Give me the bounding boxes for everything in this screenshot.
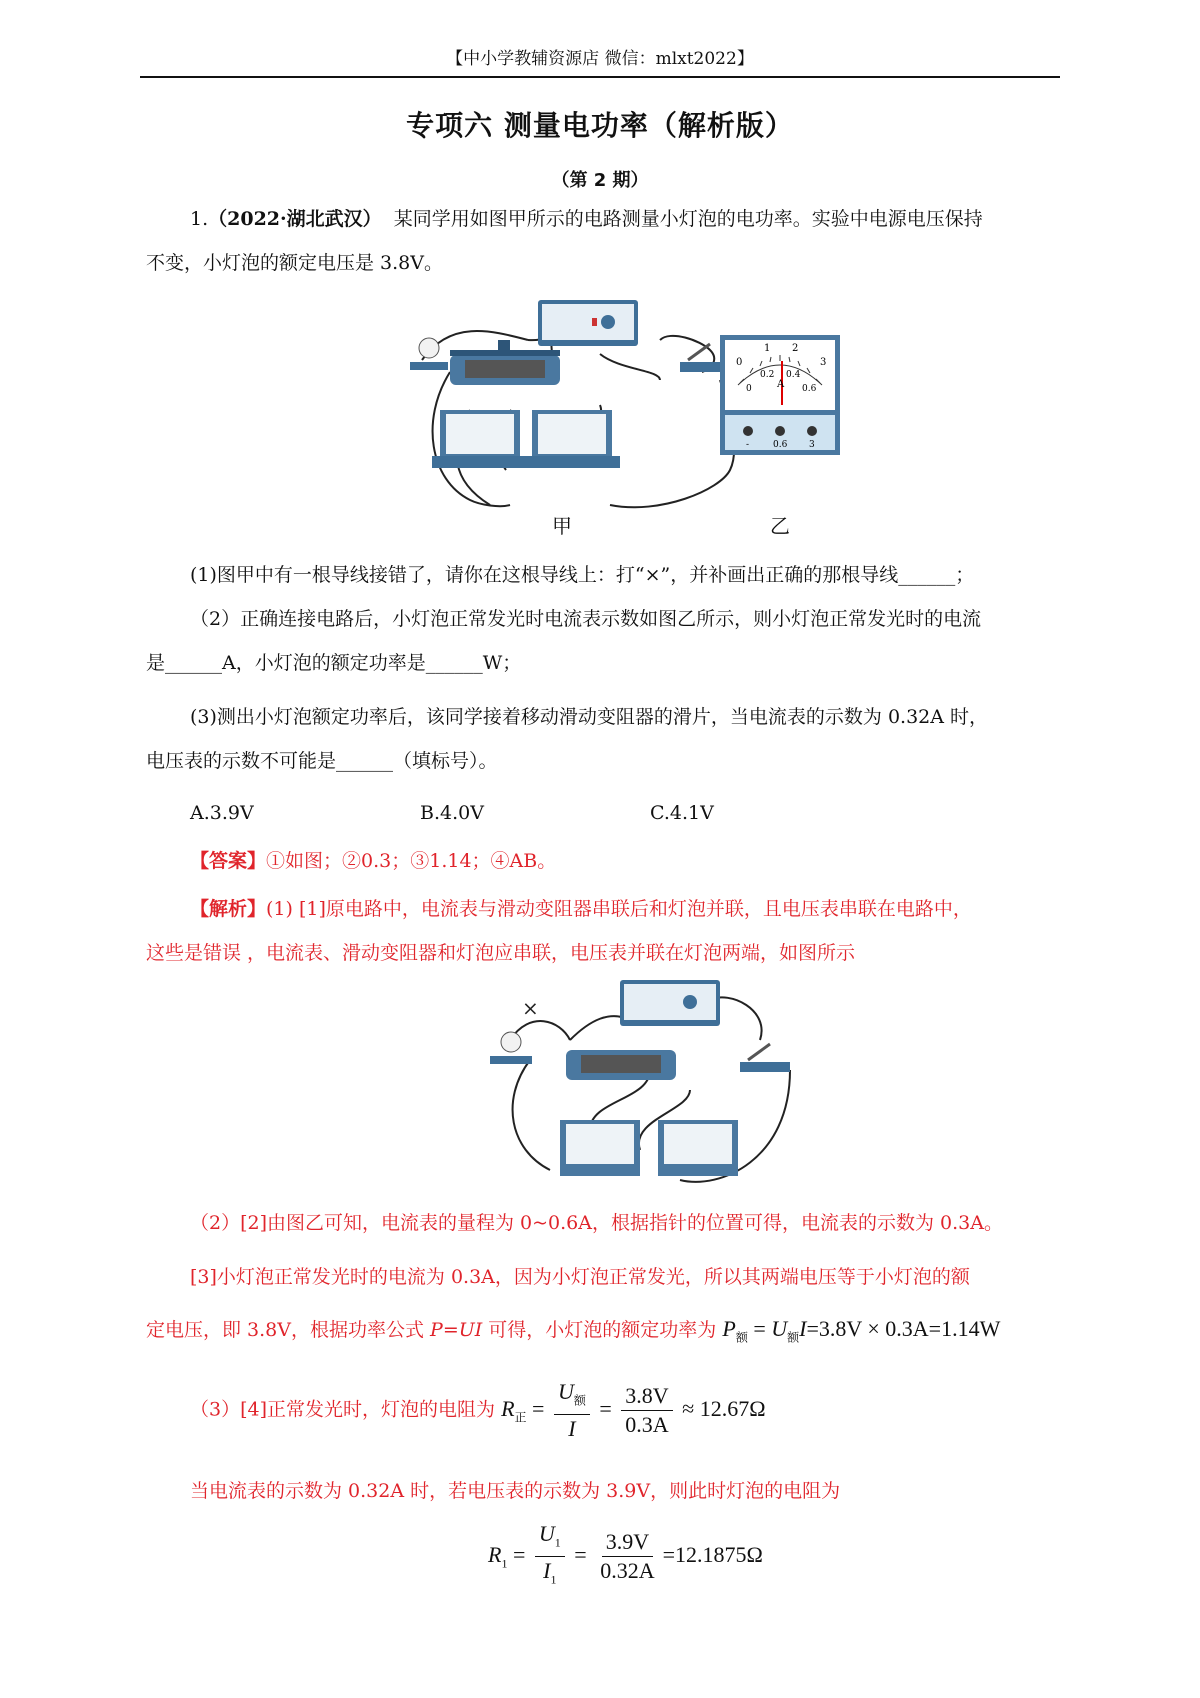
analysis-line1: 【解析】(1) [1]原电路中，电流表与滑动变阻器串联后和灯泡并联，且电压表串联在电路中， bbox=[190, 898, 972, 920]
analysis-label: 【解析】 bbox=[190, 898, 267, 920]
page-header: 【中小学教辅资源店 微信：mlxt2022】 bbox=[446, 49, 754, 69]
switch-2 bbox=[740, 1062, 790, 1072]
analysis-line4: [3]小灯泡正常发光时的电流为 0.3A，因为小灯泡正常发光，所以其两端电压等于小灯泡的额 bbox=[190, 1266, 970, 1288]
figure-label-yi: 乙 bbox=[770, 514, 790, 538]
lamp-bulb-2 bbox=[501, 1032, 521, 1052]
ammeter-dial-yi bbox=[720, 335, 840, 455]
question-stem: 某同学用如图甲所示的电路测量小灯泡的电功率。实验中电源电压保持 bbox=[393, 208, 983, 230]
terminal-neg bbox=[743, 426, 753, 436]
tick-top-0: 0 bbox=[736, 357, 743, 368]
part1: (1)图甲中有一根导线接错了，请你在这根导线上：打“×”，并补画出正确的那根导线______； bbox=[190, 564, 975, 586]
terminal-0.6 bbox=[775, 426, 785, 436]
option-c: C.4.1V bbox=[650, 802, 714, 824]
lamp-bulb bbox=[419, 338, 439, 358]
unit-label: A bbox=[777, 379, 785, 390]
resistance-equation: $R_正$ = $\frac{U_额}{I}$ = $\frac{3.8V}{0.3A}$ ≈ 12.67Ω bbox=[501, 1379, 766, 1442]
tick-top-2: 2 bbox=[792, 343, 799, 354]
cross-mark: × bbox=[522, 996, 539, 1020]
tick-bottom-2: 0.4 bbox=[786, 370, 801, 380]
figure-label-jia: 甲 bbox=[552, 514, 572, 538]
answer-text: ①如图；②0.3；③1.14；④AB。 bbox=[266, 850, 557, 872]
resistance-equation-2: $R_1$ = $\frac{U_1}{I_1}$ = $\frac{3.9V}{0.32A}$ =12.1875Ω bbox=[488, 1521, 763, 1587]
header-rule bbox=[140, 76, 1060, 78]
part3-line2: 电压表的示数不可能是______（填标号）。 bbox=[146, 750, 498, 772]
question-line1 bbox=[190, 206, 983, 232]
part2-line2: 是______A，小灯泡的额定功率是______W； bbox=[146, 652, 522, 674]
analysis-line7: 当电流表的示数为 0.32A 时，若电压表的示数为 3.9V，则此时灯泡的电阻为 bbox=[190, 1480, 841, 1502]
option-a: A.3.9V bbox=[190, 802, 254, 824]
tick-top-3: 3 bbox=[820, 357, 827, 368]
svg-text:0.6: 0.6 bbox=[773, 440, 788, 450]
answer-line bbox=[190, 848, 556, 874]
lamp-base-2 bbox=[490, 1056, 532, 1064]
issue-label: （第 2 期） bbox=[551, 170, 649, 191]
circuit-figure-jia bbox=[410, 300, 770, 540]
tick-bottom-3: 0.6 bbox=[802, 384, 817, 394]
tick-bottom-1: 0.2 bbox=[760, 370, 775, 380]
svg-text:-: - bbox=[746, 440, 750, 450]
option-b: B.4.0V bbox=[420, 802, 484, 824]
question-line2: 不变，小灯泡的额定电压是 3.8V。 bbox=[146, 252, 443, 274]
analysis-line5: 定电压，即 3.8V，根据功率公式 P=UI 可得，小灯泡的额定功率为 $P_额 = U_额I=3.8V \times 0.3A=1.14W$ bbox=[146, 1316, 1001, 1345]
question-source: （2022·湖北武汉） bbox=[208, 208, 382, 230]
tick-top-1: 1 bbox=[764, 343, 771, 354]
question-number: 1. bbox=[190, 208, 209, 230]
corrected-circuit-figure bbox=[490, 980, 810, 1190]
part2-line1: （2）正确连接电路后，小灯泡正常发光时电流表示数如图乙所示，则小灯泡正常发光时的电流 bbox=[190, 608, 982, 630]
power-equation: $P_额 = U_额I=3.8V \times 0.3A=1.14W$ bbox=[722, 1316, 1001, 1345]
answer-label: 【答案】 bbox=[190, 850, 267, 872]
analysis-line6: （3）[4]正常发光时，灯泡的电阻为 $R_正$ = $\frac{U_额}{I}$ = $\frac{3.8V}{0.3A}$ ≈ 12.67Ω bbox=[190, 1379, 766, 1442]
analysis-line3: （2）[2]由图乙可知，电流表的量程为 0~0.6A，根据指针的位置可得，电流表的示数为 0.3A。 bbox=[190, 1212, 1003, 1234]
terminal-3 bbox=[807, 426, 817, 436]
svg-text:3: 3 bbox=[809, 440, 815, 450]
lamp-base bbox=[410, 362, 448, 370]
tick-bottom-0: 0 bbox=[746, 384, 752, 394]
analysis-line2: 这些是错误 ，电流表、滑动变阻器和灯泡应串联，电压表并联在灯泡两端，如图所示 bbox=[146, 942, 856, 964]
page-title: 专项六 测量电功率（解析版） bbox=[406, 109, 794, 142]
part3-line1: (3)测出小灯泡额定功率后，该同学接着移动滑动变阻器的滑片，当电流表的示数为 0.32A 时， bbox=[190, 706, 989, 728]
